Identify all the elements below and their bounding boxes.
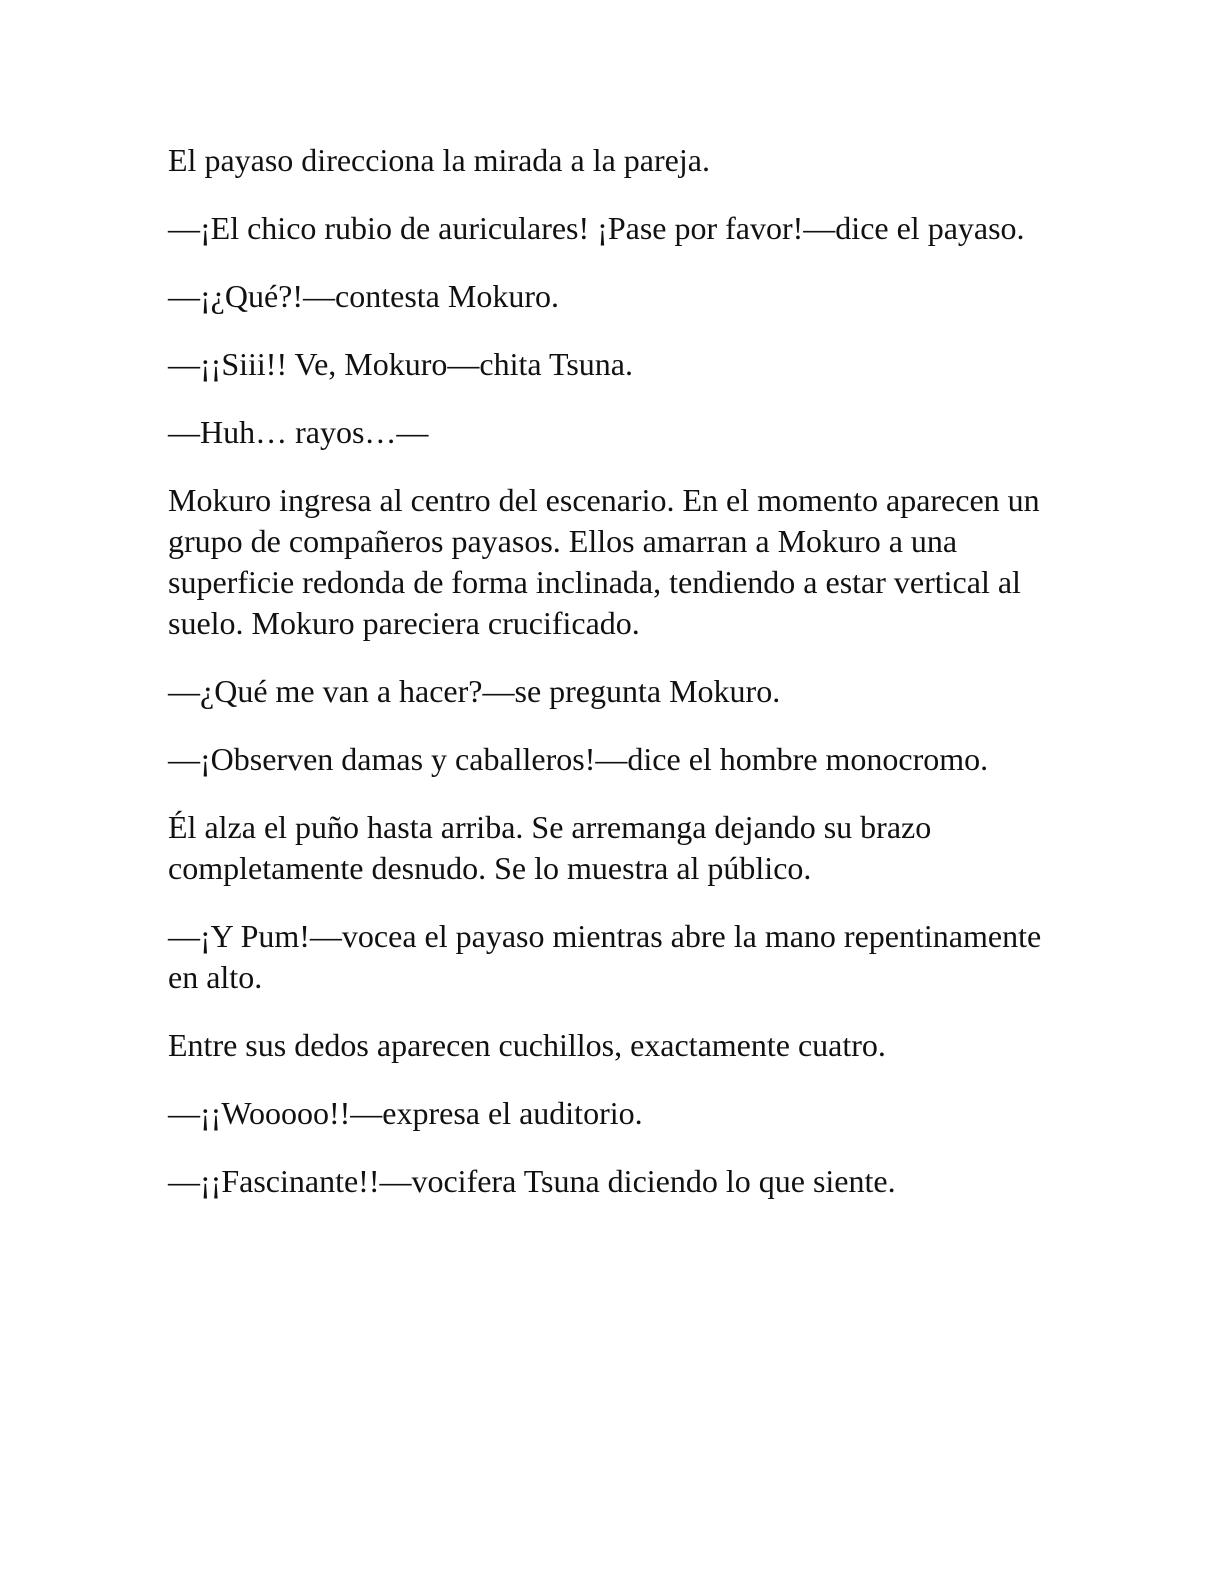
paragraph-dialogue: —¿Qué me van a hacer?—se pregunta Mokuro. (168, 673, 781, 709)
paragraph-narration: El payaso direcciona la mirada a la pareja. (168, 142, 710, 178)
paragraph-dialogue: —¡¡Siii!! Ve, Mokuro—chita Tsuna. (168, 346, 633, 382)
paragraph-dialogue: —¡Y Pum!—vocea el payaso mientras abre la mano repentinamente en alto. (168, 918, 1042, 995)
paragraph-narration: Mokuro ingresa al centro del escenario. En el momento aparecen un grupo de compañeros payasos. Ellos amarran a Mokuro a una superficie redonda de forma inclinada, tendiendo a estar vertical al suelo. Mokuro pareciera crucificado. (168, 482, 1040, 641)
paragraph-narration: Entre sus dedos aparecen cuchillos, exactamente cuatro. (168, 1027, 886, 1063)
paragraph-dialogue: —Huh… rayos…— (168, 414, 429, 450)
paragraph-dialogue: —¡¡Wooooo!!—expresa el auditorio. (168, 1095, 643, 1131)
paragraph-dialogue: —¡¿Qué?!—contesta Mokuro. (168, 278, 559, 314)
paragraph-dialogue: —¡El chico rubio de auriculares! ¡Pase por favor!—dice el payaso. (168, 210, 1025, 246)
body-text (168, 140, 1048, 1229)
paragraph-dialogue: —¡Observen damas y caballeros!—dice el hombre monocromo. (168, 741, 989, 777)
paragraph-narration: Él alza el puño hasta arriba. Se arremanga dejando su brazo completamente desnudo. Se lo muestra al público. (168, 809, 932, 886)
paragraph-dialogue: —¡¡Fascinante!!—vocifera Tsuna diciendo lo que siente. (168, 1163, 896, 1199)
